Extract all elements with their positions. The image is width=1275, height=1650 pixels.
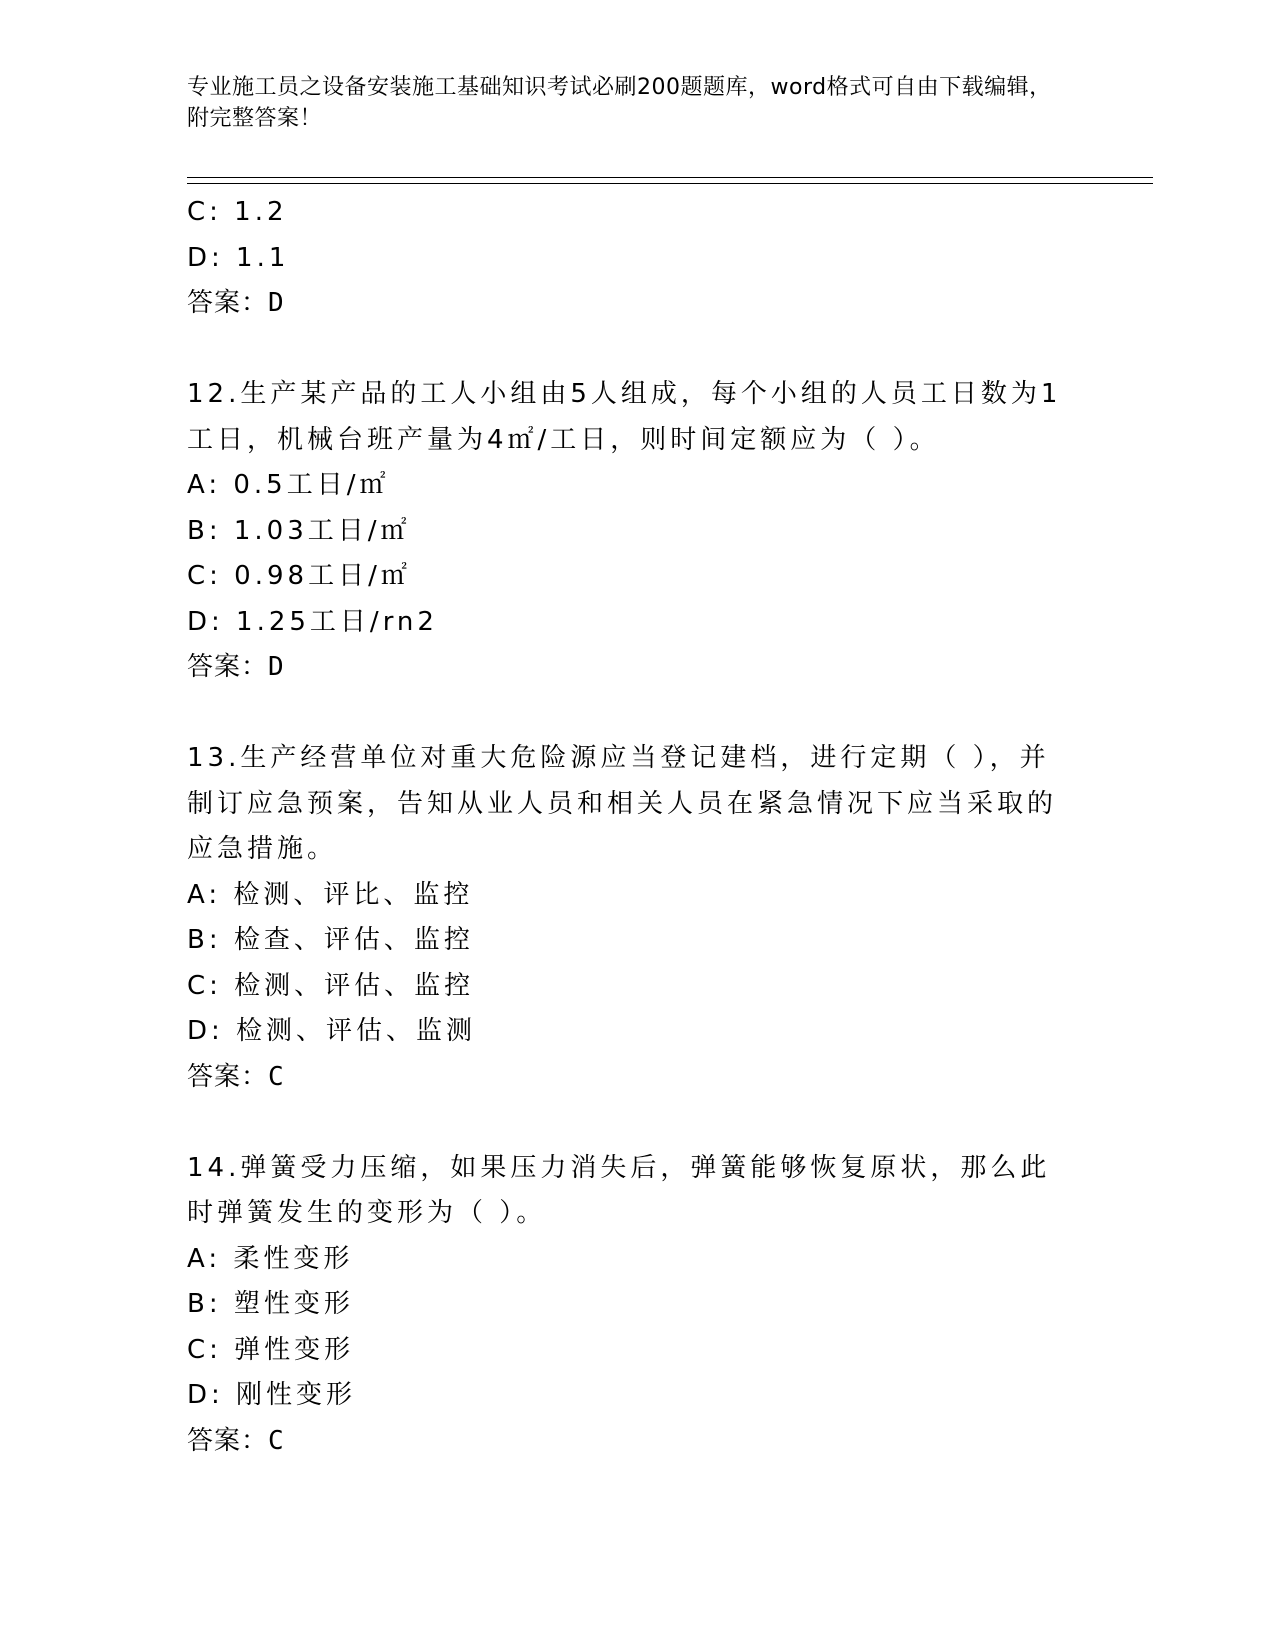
option-a: A: 柔性变形 <box>187 1243 354 1274</box>
answer: 答案：D <box>187 288 285 318</box>
option-d: D: 刚性变形 <box>187 1380 357 1410</box>
option-d: D: 1.1 <box>187 242 290 273</box>
question-12 <box>187 372 1087 691</box>
option-b: B: 1.03工日/㎡ <box>187 515 411 546</box>
option-c: C: 弹性变形 <box>187 1334 355 1365</box>
question-text: 12.生产某产品的工人小组由5人组成，每个小组的人员工日数为1工日，机械台班产量为4㎡/工日，则时间定额应为（ ）。 <box>187 379 1062 455</box>
document-body <box>187 190 1087 1464</box>
option-d: D: 1.25工日/rn2 <box>187 606 438 637</box>
option-b: B: 检查、评估、监控 <box>187 925 474 955</box>
spacer <box>187 691 1087 737</box>
option-c: C: 0.98工日/㎡ <box>187 561 411 591</box>
question-11-tail <box>187 190 1087 327</box>
header-rule-top <box>187 177 1153 178</box>
answer: 答案：D <box>187 652 285 682</box>
header-rule-bottom <box>187 183 1153 184</box>
answer: 答案：C <box>187 1061 285 1092</box>
spacer <box>187 327 1087 373</box>
question-14 <box>187 1146 1087 1465</box>
spacer <box>187 1100 1087 1146</box>
option-a: A: 0.5工日/㎡ <box>187 470 390 500</box>
option-d: D: 检测、评估、监测 <box>187 1016 477 1046</box>
answer: 答案：C <box>187 1425 285 1456</box>
option-c: C: 1.2 <box>187 197 288 227</box>
option-b: B: 塑性变形 <box>187 1289 354 1319</box>
question-13 <box>187 736 1087 1100</box>
question-text: 14.弹簧受力压缩，如果压力消失后，弹簧能够恢复原状，那么此时弹簧发生的变形为（ ）。 <box>187 1152 1051 1228</box>
question-text: 13.生产经营单位对重大危险源应当登记建档，进行定期（ ），并制订应急预案，告知从业人员和相关人员在紧急情况下应当采取的应急措施。 <box>187 743 1058 864</box>
option-a: A: 检测、评比、监控 <box>187 879 474 910</box>
document-header: 专业施工员之设备安装施工基础知识考试必刷200题题库，word格式可自由下载编辑，附完整答案！ <box>187 75 1052 131</box>
option-c: C: 检测、评估、监控 <box>187 970 475 1001</box>
